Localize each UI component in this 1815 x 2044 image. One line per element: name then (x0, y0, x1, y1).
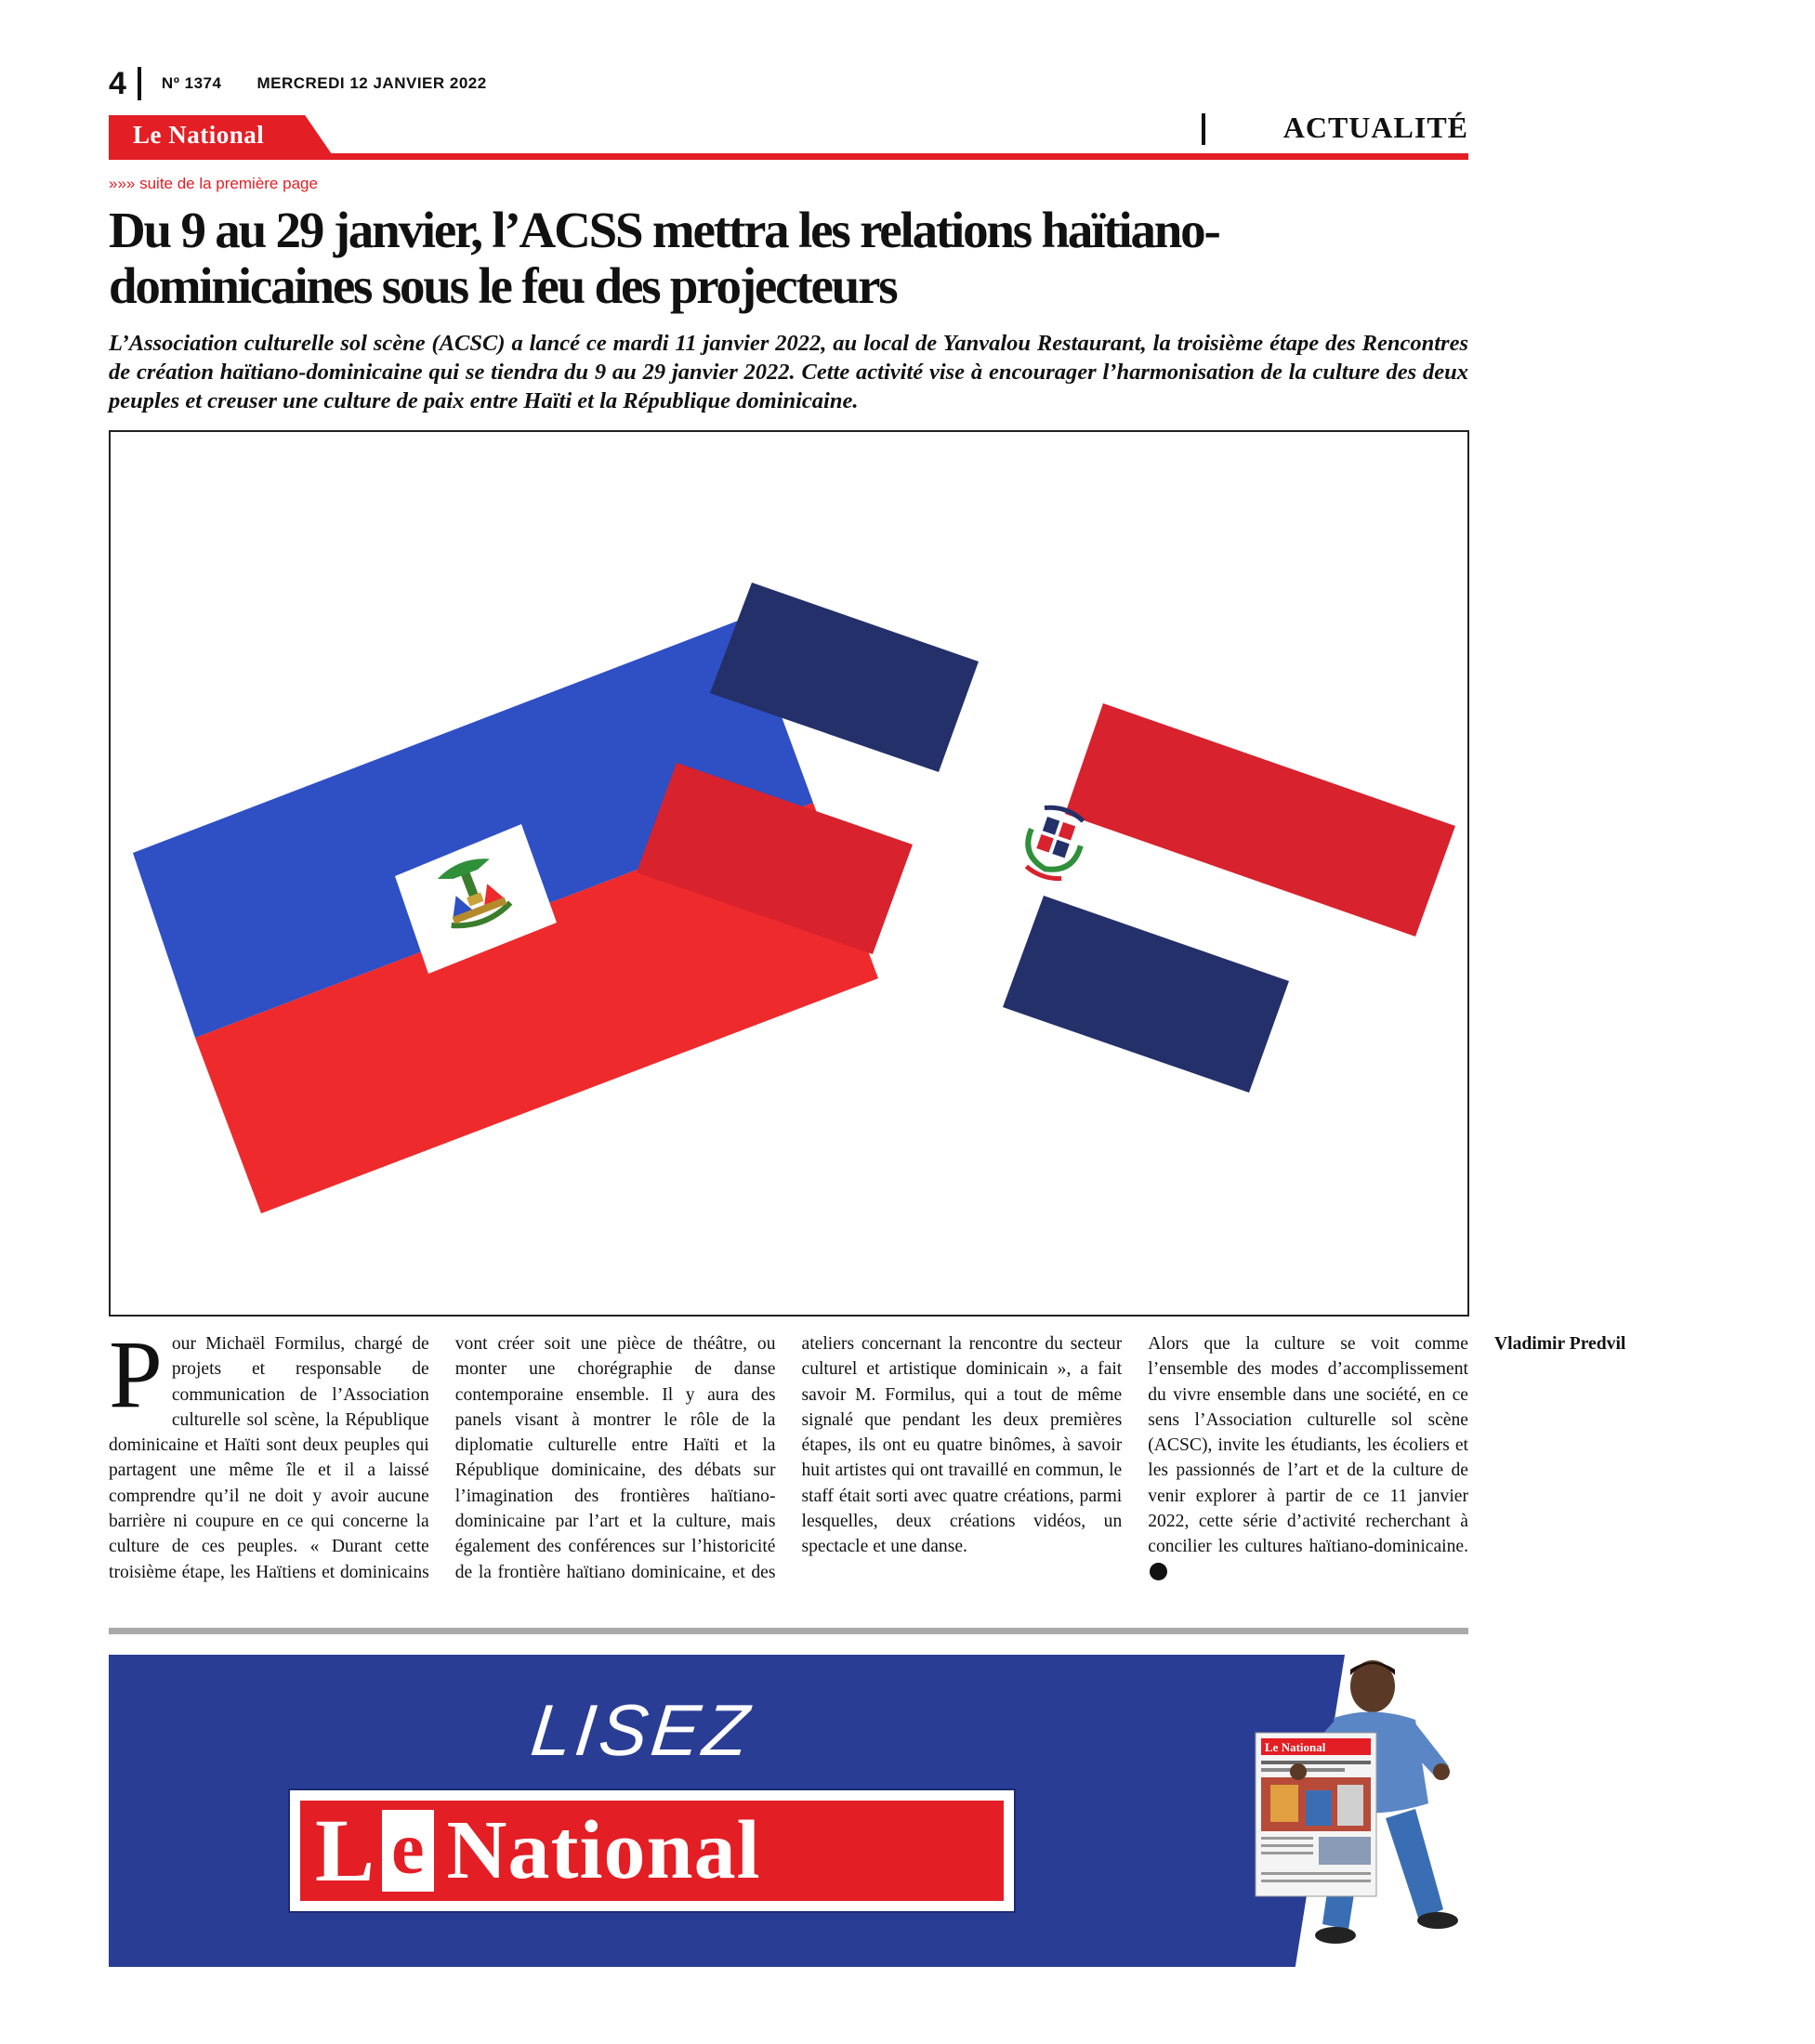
article-lede: L’Association culturelle sol scène (ACSC) a lancé ce mardi 11 janvier 2022, au local de Yanvalou Restaurant, la troisième étape des Rencontres de création haïtiano-dominicaine qui se tiendra du 9 au 29 janvier 2022. Cette activité vise à encourager l’harmonisation de la culture des deux peuples et creuser une culture de paix entre Haïti et la République dominicaine. (109, 331, 1468, 413)
article-paragraph (1148, 1331, 1468, 1585)
newspaper-masthead: Le National (1265, 1740, 1326, 1754)
newspaper-icon (1256, 1733, 1376, 1896)
continued-from-label: »»» suite de la première page (109, 175, 318, 192)
paragraph-2-text: Alors que la culture se voit comme l’ensemble des modes d’accomplissement du vivre ensemble dans une société, en ce sens l’Association culturelle sol scène (ACSC), invite les étudiants, les écoliers et les passionnés de l’art et de la culture de venir explorer à partir de ce 11 janvier 2022, cette série d’activité recherchant à concilier les cultures haïtiano-dominicaine. (1148, 1334, 1468, 1557)
ad-logo (290, 1790, 1014, 1911)
issue-number: Nº 1374 (161, 74, 222, 92)
ad-headline: LISEZ (527, 1689, 756, 1771)
issue-date: MERCREDI 12 JANVIER 2022 (256, 74, 487, 92)
header-red-rule (109, 153, 1468, 160)
brand-name: Le National (133, 121, 265, 149)
drop-cap: P (109, 1321, 163, 1428)
article-paragraph (109, 1321, 1123, 1610)
paragraph-1-text: our Michaël Formilus, chargé de projets et responsable de communication de l’Association culturelle sol scène, la République dominicaine et Haïti sont deux peuples qui partagent une même île et il a laissé comprendre qu’il ne doit y avoir aucune barrière ni coupure en ce qui concerne la culture de ces peuples. « Durant cette troisième étape, les Haïtiens et dominicains vont créer soit une pièce de théâtre, ou monter une chorégraphie de danse contemporaine ensemble. Il y aura des panels visant à montrer le rôle de la diplomatie culturelle entre Haïti et la République dominicaine, des débats sur l’imagination des frontières haïtiano-dominicaine par l’art et la culture, mais également des conférences sur l’historicité de la frontière haïtiano dominicaine, et des ateliers concernant la rencontre du secteur culturel et artistique dominicain », a fait savoir M. Formilus, qui a tout de même signalé que pendant les deux premières étapes, ils ont eu quatre binômes, à savoir huit artistes qui ont travaillé en commun, le staff était sorti avec quatre créations, parmi lesquelles, deux créations vidéos, un spectacle et une danse. (109, 1334, 1123, 1582)
article-photo (109, 430, 1469, 1317)
section-divider (1202, 113, 1205, 145)
ad-reader-figure (1233, 1655, 1468, 1967)
flags-illustration (111, 432, 1467, 1315)
ad-logo-e: e (382, 1810, 434, 1892)
ad-logo-l: L (315, 1801, 375, 1900)
article-byline: Vladimir Predvil (1494, 1334, 1626, 1354)
article-body (109, 1321, 1626, 1610)
header-divider (138, 67, 141, 100)
article-headline: Du 9 au 29 janvier, l’ACSS mettra les relations haïtiano-dominicaines sous le feu des projecteurs (109, 202, 1219, 314)
section-title: ACTUALITÉ (1282, 111, 1468, 144)
house-advertisement (109, 1655, 1468, 1967)
ad-logo-national: National (446, 1804, 761, 1896)
page-number: 4 (109, 66, 126, 101)
end-mark-icon (1150, 1563, 1167, 1580)
page-header (109, 65, 487, 102)
gray-divider (109, 1628, 1468, 1634)
